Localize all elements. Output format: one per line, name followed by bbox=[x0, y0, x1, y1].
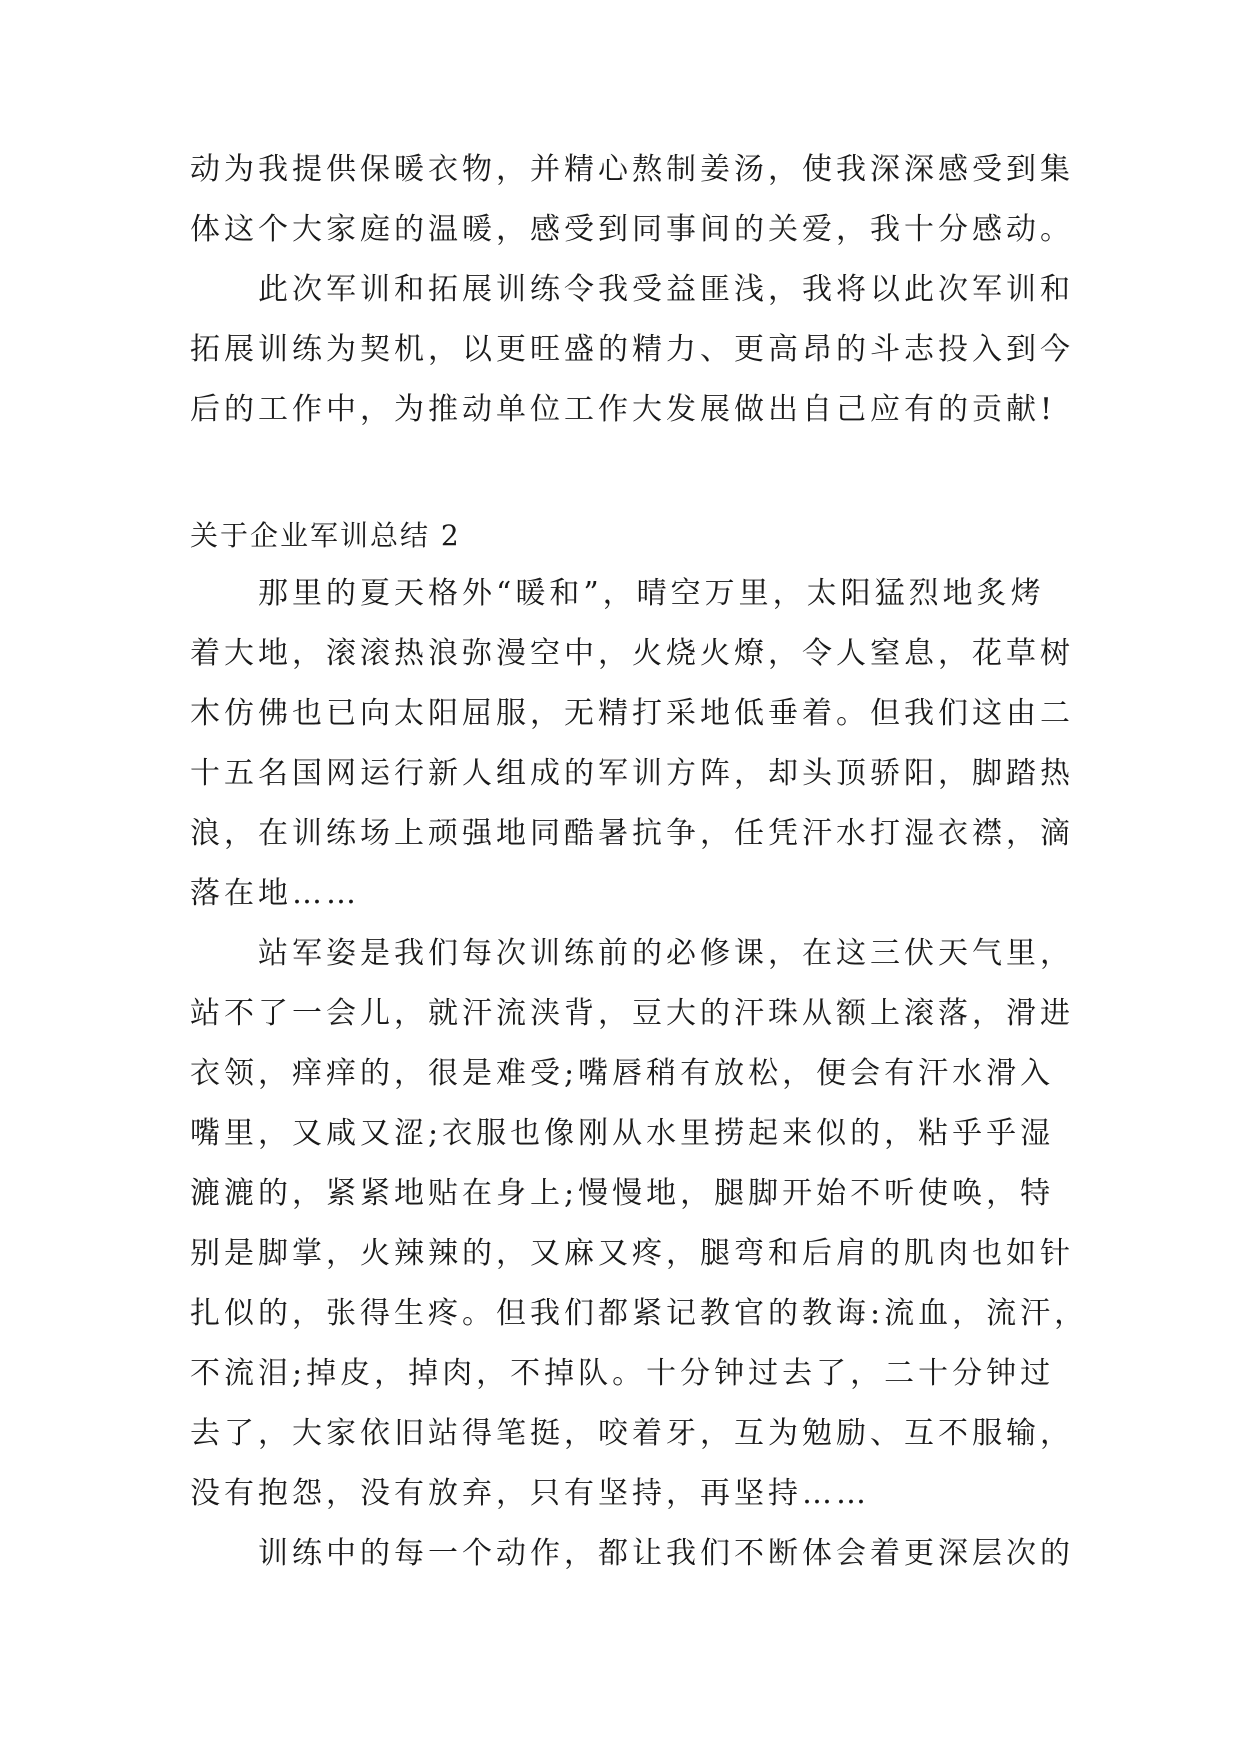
text-line: 别是脚掌，火辣辣的，又麻又疼，腿弯和后肩的肌肉也如针 bbox=[190, 1236, 1074, 1271]
text-line: 体这个大家庭的温暖，感受到同事间的关爱，我十分感动。 bbox=[190, 212, 1074, 247]
text-line: 动为我提供保暖衣物，并精心熬制姜汤，使我深深感受到集 bbox=[190, 152, 1074, 187]
text-line: 嘴里，又咸又涩;衣服也像刚从水里捞起来似的，粘乎乎湿 bbox=[190, 1116, 1055, 1151]
text-line: 扎似的，张得生疼。但我们都紧记教官的教诲:流血，流汗， bbox=[190, 1296, 1089, 1331]
text-line: 衣领，痒痒的，很是难受;嘴唇稍有放松，便会有汗水滑入 bbox=[190, 1056, 1055, 1091]
text-line: 没有抱怨，没有放弃，只有坚持，再坚持…… bbox=[190, 1476, 870, 1511]
text-line: 那里的夏天格外“暖和”，晴空万里，太阳猛烈地炙烤 bbox=[190, 576, 1045, 611]
text-line: 漉漉的，紧紧地贴在身上;慢慢地，腿脚开始不听使唤，特 bbox=[190, 1176, 1055, 1211]
text-line: 去了，大家依旧站得笔挺，咬着牙，互为勉励、互不服输， bbox=[190, 1416, 1074, 1451]
text-line: 此次军训和拓展训练令我受益匪浅，我将以此次军训和 bbox=[190, 272, 1074, 307]
text-line: 训练中的每一个动作，都让我们不断体会着更深层次的 bbox=[190, 1536, 1074, 1571]
section-heading: 关于企业军训总结 2 bbox=[190, 519, 461, 552]
text-line: 浪，在训练场上顽强地同酷暑抗争，任凭汗水打湿衣襟，滴 bbox=[190, 816, 1074, 851]
text-line: 不流泪;掉皮，掉肉，不掉队。十分钟过去了，二十分钟过 bbox=[190, 1356, 1055, 1391]
text-line: 拓展训练为契机，以更旺盛的精力、更高昂的斗志投入到今 bbox=[190, 332, 1074, 367]
text-line: 十五名国网运行新人组成的军训方阵，却头顶骄阳，脚踏热 bbox=[190, 756, 1074, 791]
text-line: 着大地，滚滚热浪弥漫空中，火烧火燎，令人窒息，花草树 bbox=[190, 636, 1074, 671]
text-line: 站不了一会儿，就汗流浃背，豆大的汗珠从额上滚落，滑进 bbox=[190, 996, 1074, 1031]
text-line: 落在地…… bbox=[190, 876, 360, 911]
text-line: 后的工作中，为推动单位工作大发展做出自己应有的贡献! bbox=[190, 392, 1057, 427]
text-line: 站军姿是我们每次训练前的必修课，在这三伏天气里， bbox=[190, 936, 1074, 971]
text-line: 木仿佛也已向太阳屈服，无精打采地低垂着。但我们这由二 bbox=[190, 696, 1074, 731]
